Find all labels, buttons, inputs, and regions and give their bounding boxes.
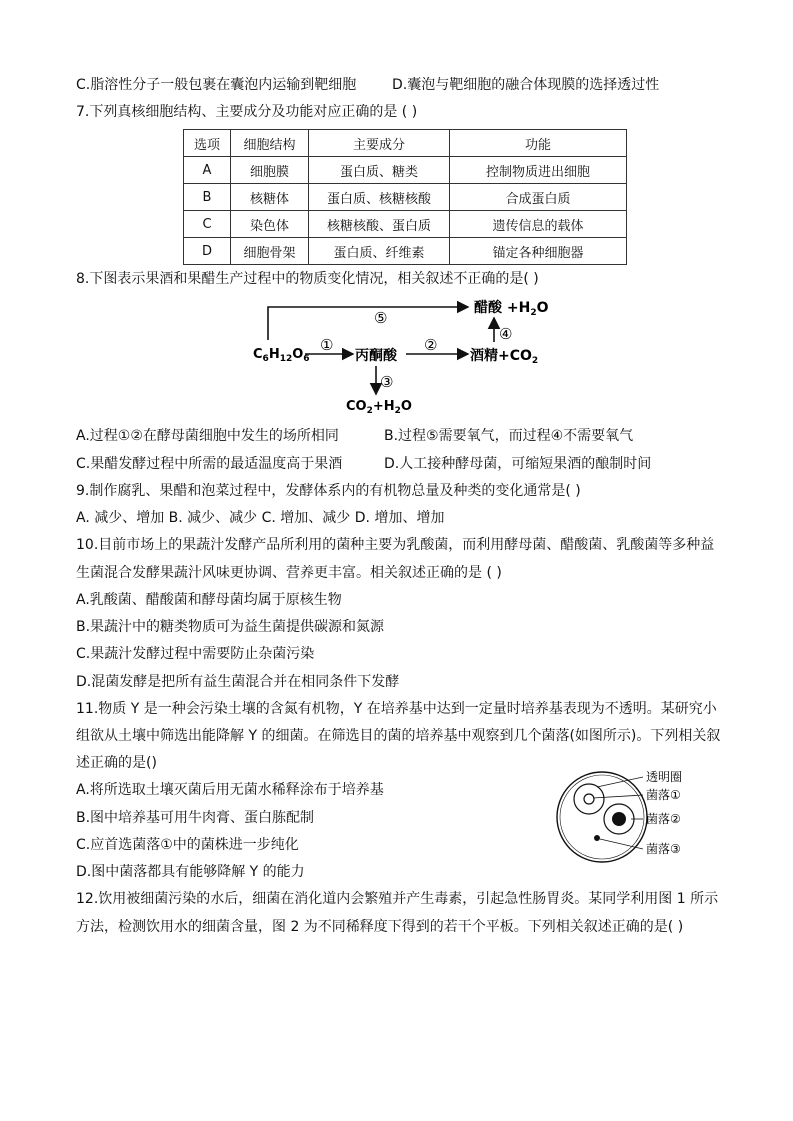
table-cell: 蛋白质、纤维素 xyxy=(309,238,450,265)
table-cell: C xyxy=(184,211,231,238)
table-row xyxy=(184,211,627,238)
q8-option-c: C.果醋发酵过程中所需的最适温度高于果酒 xyxy=(76,456,343,472)
table-cell: 控制物质进出细胞 xyxy=(450,157,627,184)
question-12-line-1: 12.饮用被细菌污染的水后，细菌在消化道内会繁殖并产生毒素，引起急性肠胃炎。某同学利用图 1 所示 xyxy=(76,891,719,907)
table-cell: 遗传信息的载体 xyxy=(450,211,627,238)
process-1-label: ① xyxy=(320,336,334,354)
table-row xyxy=(184,184,627,211)
table-row xyxy=(184,157,627,184)
label-colony-1: 菌落① xyxy=(646,788,681,802)
table-header: 细胞结构 xyxy=(231,130,309,157)
question-10-line-1: 10.目前市场上的果蔬汁发酵产品所利用的菌种主要为乳酸菌，而利用酵母菌、醋酸菌、乳酸菌等多种益 xyxy=(76,537,715,553)
table-cell: A xyxy=(184,157,231,184)
co2-water-label: $CO_2+H_2O$ xyxy=(346,399,412,416)
leader-clear-zone xyxy=(597,777,643,787)
table-cell: 核糖核酸、蛋白质 xyxy=(309,211,450,238)
table-header: 功能 xyxy=(450,130,627,157)
cell-structure-table xyxy=(183,129,627,265)
q8-option-d: D.人工接种酵母菌，可缩短果酒的酿制时间 xyxy=(384,456,652,472)
question-8: 8.下图表示果酒和果醋生产过程中的物质变化情况，相关叙述不正确的是( ) xyxy=(76,271,539,287)
label-clear-zone: 透明圈 xyxy=(646,770,683,784)
q8-option-b: B.过程⑤需要氧气，而过程④不需要氧气 xyxy=(384,428,634,444)
question-11-line-1: 11.物质 Y 是一种会污染土壤的含氮有机物，Y 在培养基中达到一定量时培养基表现为不透明。某研究小 xyxy=(76,701,717,717)
table-row xyxy=(184,238,627,265)
q11-option-a: A.将所选取土壤灭菌后用无菌水稀释涂布于培养基 xyxy=(76,782,384,798)
culture-plate-figure xyxy=(555,765,705,865)
colony-3 xyxy=(594,835,600,841)
label-colony-3: 菌落③ xyxy=(646,842,681,856)
q8-option-a: A.过程①②在酵母菌细胞中发生的场所相同 xyxy=(76,428,339,444)
q10-option-d: D.混菌发酵是把所有益生菌混合并在相同条件下发酵 xyxy=(76,674,400,690)
table-cell: 合成蛋白质 xyxy=(450,184,627,211)
question-10-line-2: 生菌混合发酵果蔬汁风味更协调、营养更丰富。相关叙述正确的是 ( ) xyxy=(76,565,502,581)
process-3-label: ③ xyxy=(380,373,394,391)
ethanol-label: 酒精$+CO_2$ xyxy=(470,348,539,366)
q9-options: A. 减少、增加 B. 减少、减少 C. 增加、减少 D. 增加、增加 xyxy=(76,510,445,526)
q6-option-c: C.脂溶性分子一般包裹在囊泡内运输到靶细胞 xyxy=(76,77,357,93)
table-header: 选项 xyxy=(184,130,231,157)
process-5-label: ⑤ xyxy=(374,309,388,327)
table-cell: B xyxy=(184,184,231,211)
question-9: 9.制作腐乳、果醋和泡菜过程中，发酵体系内的有机物总量及种类的变化通常是( ) xyxy=(76,483,581,499)
q11-option-d: D.图中菌落都具有能够降解 Y 的能力 xyxy=(76,864,305,880)
pyruvate-label: 丙酮酸 xyxy=(355,348,397,364)
table-cell: 细胞膜 xyxy=(231,157,309,184)
colony-1 xyxy=(584,794,594,804)
q6-option-d: D.囊泡与靶细胞的融合体现膜的选择透过性 xyxy=(392,77,660,93)
table-cell: 染色体 xyxy=(231,211,309,238)
path-5-arrow xyxy=(268,307,468,340)
question-7: 7.下列真核细胞结构、主要成分及功能对应正确的是 ( ) xyxy=(76,104,418,120)
q10-option-c: C.果蔬汁发酵过程中需要防止杂菌污染 xyxy=(76,646,315,662)
question-11-line-3: 述正确的是() xyxy=(76,755,157,771)
q10-option-b: B.果蔬汁中的糖类物质可为益生菌提供碳源和氮源 xyxy=(76,619,385,635)
fermentation-pathway-diagram xyxy=(0,290,793,420)
glucose-label: $C_6H_{12}O_6$ xyxy=(253,347,310,364)
process-2-label: ② xyxy=(424,336,438,354)
table-cell: 蛋白质、核糖核酸 xyxy=(309,184,450,211)
label-colony-2: 菌落② xyxy=(646,812,681,826)
q10-option-a: A.乳酸菌、醋酸菌和酵母菌均属于原核生物 xyxy=(76,592,342,608)
table-header: 主要成分 xyxy=(309,130,450,157)
q11-option-b: B.图中培养基可用牛肉膏、蛋白胨配制 xyxy=(76,810,315,826)
question-12-line-2: 方法，检测饮用水的细菌含量，图 2 为不同稀释度下得到的若干个平板。下列相关叙述正确的是( ) xyxy=(76,919,684,935)
q11-option-c: C.应首选菌落①中的菌株进一步纯化 xyxy=(76,837,299,853)
question-11-line-2: 组欲从土壤中筛选出能降解 Y 的细菌。在筛选目的菌的培养基中观察到几个菌落(如图所示)。下列相关叙 xyxy=(76,728,721,744)
table-cell: 细胞骨架 xyxy=(231,238,309,265)
acetic-acid-label: 醋酸 $+H_2O$ xyxy=(474,300,549,318)
table-cell: 蛋白质、糖类 xyxy=(309,157,450,184)
table-header-row xyxy=(184,130,627,157)
table-cell: D xyxy=(184,238,231,265)
table-cell: 核糖体 xyxy=(231,184,309,211)
colony-2 xyxy=(612,812,626,826)
process-4-label: ④ xyxy=(499,325,513,343)
table-cell: 锚定各种细胞器 xyxy=(450,238,627,265)
